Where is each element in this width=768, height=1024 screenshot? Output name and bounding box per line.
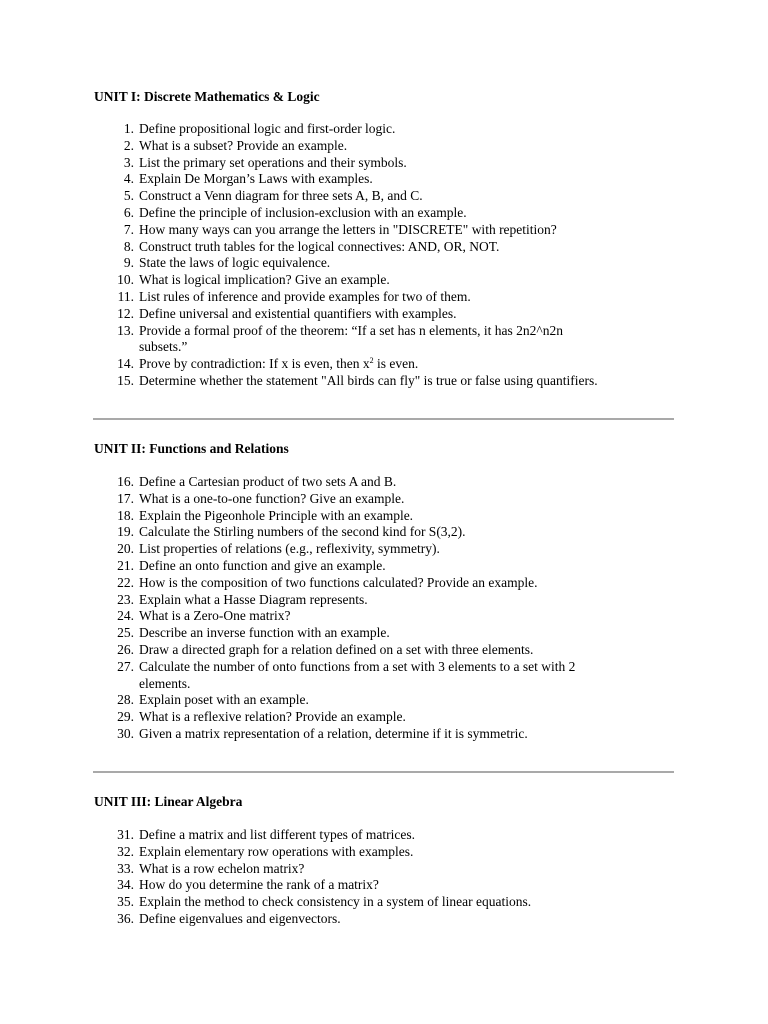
question-item: [0, 255, 680, 272]
question-item: [0, 709, 680, 726]
question-number: 3.: [123, 154, 134, 170]
question-number: 9.: [123, 255, 134, 271]
unit-1-question-list: [0, 121, 680, 390]
question-text: What is a row echelon matrix?: [139, 860, 305, 876]
question-item: [0, 911, 680, 928]
question-text: Define a matrix and list different types of matrices.: [139, 827, 416, 842]
question-item: [0, 491, 680, 508]
question-text: Describe an inverse function with an example.: [139, 625, 390, 641]
question-item: [0, 138, 680, 155]
unit-3-question-list: [0, 827, 680, 928]
question-item: [0, 692, 680, 709]
question-text: Explain elementary row operations with examples.: [139, 843, 414, 859]
question-text: Provide a formal proof of the theorem: “If a set has n elements, it has 2n2^n2n: [139, 322, 563, 338]
question-number: 28.: [117, 692, 134, 708]
question-text: Define universal and existential quantifiers with examples.: [139, 305, 457, 321]
question-item: [0, 608, 680, 625]
question-text: Explain De Morgan’s Laws with examples.: [139, 171, 373, 187]
question-number: 17.: [117, 490, 134, 506]
question-text-continuation: subsets.”: [139, 339, 188, 355]
question-number: 27.: [117, 658, 134, 674]
question-item: [0, 877, 680, 894]
question-number: 30.: [117, 725, 134, 741]
question-item: [0, 306, 680, 323]
question-number: 13.: [117, 322, 134, 338]
question-text: List properties of relations (e.g., reflexivity, symmetry).: [139, 541, 440, 557]
question-item: [0, 592, 680, 609]
question-item: [0, 272, 680, 289]
question-text: Explain the Pigeonhole Principle with an example.: [139, 507, 414, 523]
question-number: 20.: [117, 541, 134, 557]
question-number: 16.: [117, 474, 134, 489]
question-number: 10.: [117, 272, 134, 288]
question-text: How is the composition of two functions calculated? Provide an example.: [139, 574, 538, 590]
unit-2-heading: UNIT II: Functions and Relations: [94, 441, 289, 456]
section-divider: [93, 418, 674, 420]
question-item: [0, 844, 680, 861]
question-text: Construct truth tables for the logical connectives: AND, OR, NOT.: [139, 238, 500, 254]
question-text: How many ways can you arrange the letters in "DISCRETE" with repetition?: [139, 221, 557, 237]
question-item: [0, 575, 680, 592]
question-item: [0, 373, 680, 390]
question-number: 36.: [117, 910, 134, 926]
question-item: [0, 205, 680, 222]
question-number: 24.: [117, 608, 134, 624]
question-number: 26.: [117, 641, 134, 657]
question-item: [0, 508, 680, 525]
question-text: Calculate the Stirling numbers of the second kind for S(3,2).: [139, 524, 466, 540]
question-number: 2.: [123, 137, 134, 153]
question-item: [0, 861, 680, 878]
question-item: [0, 121, 680, 138]
question-text: State the laws of logic equivalence.: [139, 255, 331, 271]
question-text: What is a Zero-One matrix?: [139, 608, 291, 624]
question-item: [0, 239, 680, 256]
question-item: [0, 524, 680, 541]
question-text: Calculate the number of onto functions from a set with 3 elements to a set with 2: [139, 658, 576, 674]
question-number: 31.: [117, 827, 134, 842]
question-number: 19.: [117, 524, 134, 540]
question-item: [0, 155, 680, 172]
question-item: [0, 827, 680, 844]
superscript: 2: [369, 356, 374, 366]
question-number: 25.: [117, 625, 134, 641]
section-divider: [93, 771, 674, 773]
question-text: Explain poset with an example.: [139, 692, 309, 708]
question-number: 34.: [117, 877, 134, 893]
question-item: [0, 356, 680, 373]
question-text: What is logical implication? Give an example.: [139, 272, 390, 288]
question-text: Define eigenvalues and eigenvectors.: [139, 910, 341, 926]
question-text-tail: is even.: [373, 356, 419, 372]
question-text: Define propositional logic and first-order logic.: [139, 121, 396, 136]
unit-3-heading: UNIT III: Linear Algebra: [94, 794, 243, 809]
question-item: [0, 625, 680, 642]
question-text: What is a subset? Provide an example.: [139, 137, 348, 153]
question-number: 12.: [117, 305, 134, 321]
question-number: 1.: [123, 121, 134, 136]
question-item: [0, 323, 680, 357]
question-text: Define the principle of inclusion-exclusion with an example.: [139, 204, 467, 220]
question-number: 8.: [123, 238, 134, 254]
question-number: 29.: [117, 709, 134, 725]
question-text: Explain what a Hasse Diagram represents.: [139, 591, 368, 607]
question-number: 14.: [117, 356, 134, 372]
question-text: What is a one-to-one function? Give an example.: [139, 490, 405, 506]
question-item: [0, 726, 680, 743]
question-text: How do you determine the rank of a matrix?: [139, 877, 379, 893]
question-number: 23.: [117, 591, 134, 607]
question-number: 6.: [123, 204, 134, 220]
question-number: 18.: [117, 507, 134, 523]
question-item: [0, 659, 680, 693]
question-item: [0, 541, 680, 558]
question-number: 21.: [117, 557, 134, 573]
question-item: [0, 188, 680, 205]
question-text: Construct a Venn diagram for three sets A, B, and C.: [139, 188, 423, 204]
question-text-continuation: elements.: [139, 675, 191, 691]
question-text: Prove by contradiction: If x is even, then x: [139, 356, 370, 372]
question-number: 22.: [117, 574, 134, 590]
question-number: 7.: [123, 221, 134, 237]
unit-2-question-list: [0, 474, 680, 743]
question-text: Define an onto function and give an example.: [139, 557, 386, 573]
question-text: Determine whether the statement "All birds can fly" is true or false using quantifiers.: [139, 372, 598, 388]
question-text: Draw a directed graph for a relation defined on a set with three elements.: [139, 641, 534, 657]
question-item: [0, 642, 680, 659]
question-item: [0, 171, 680, 188]
question-number: 11.: [117, 288, 134, 304]
question-item: [0, 474, 680, 491]
question-number: 33.: [117, 860, 134, 876]
question-text: What is a reflexive relation? Provide an example.: [139, 709, 406, 725]
question-text: Explain the method to check consistency in a system of linear equations.: [139, 894, 532, 910]
question-text: List rules of inference and provide examples for two of them.: [139, 288, 471, 304]
question-number: 35.: [117, 894, 134, 910]
question-item: [0, 222, 680, 239]
question-item: [0, 289, 680, 306]
question-item: [0, 894, 680, 911]
unit-1-heading: UNIT I: Discrete Mathematics & Logic: [94, 89, 320, 104]
question-text: List the primary set operations and their symbols.: [139, 154, 407, 170]
question-item: [0, 558, 680, 575]
question-number: 5.: [123, 188, 134, 204]
question-text: Given a matrix representation of a relation, determine if it is symmetric.: [139, 725, 528, 741]
question-number: 32.: [117, 843, 134, 859]
question-text: Define a Cartesian product of two sets A and B.: [139, 474, 397, 489]
question-number: 15.: [117, 372, 134, 388]
question-number: 4.: [123, 171, 134, 187]
